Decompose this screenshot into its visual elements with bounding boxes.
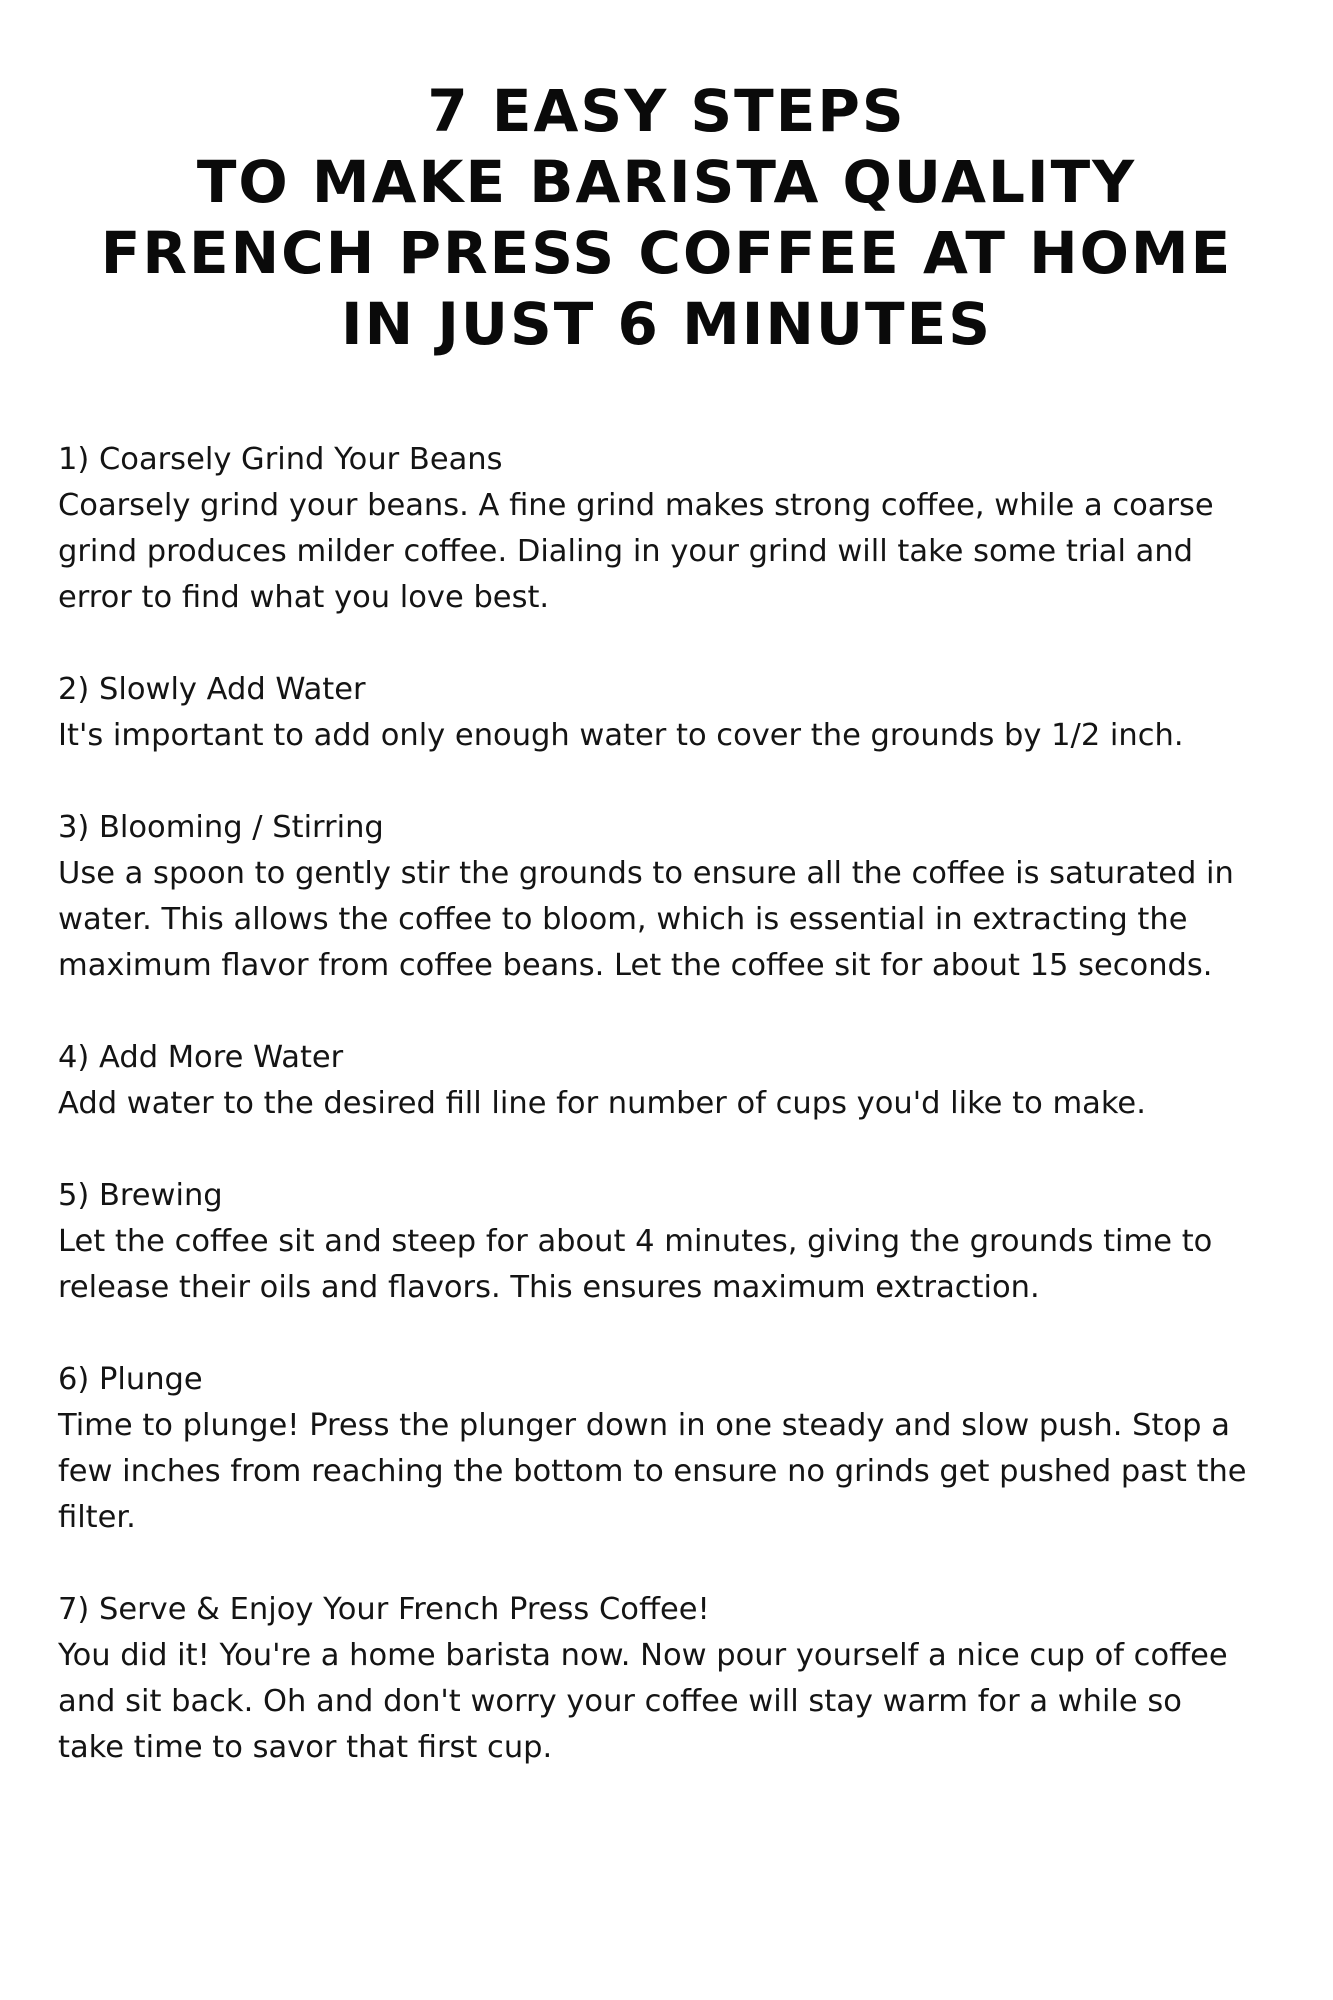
page-title	[40, 76, 1293, 360]
step-text-line: Let the coffee sit and steep for about 4 minutes, giving the grounds time to	[58, 1224, 1213, 1259]
step-text-line: It's important to add only enough water to cover the grounds by 1/2 inch.	[58, 718, 1184, 753]
step-text-line: You did it! You're a home barista now. Now pour yourself a nice cup of coffee	[58, 1638, 1228, 1673]
step-text-line: Use a spoon to gently stir the grounds to ensure all the coffee is saturated in	[58, 856, 1234, 891]
step-heading: 4) Add More Water	[58, 1040, 344, 1075]
step-body	[58, 1403, 1308, 1541]
title-line-3: FRENCH PRESS COFFEE AT HOME	[100, 219, 1233, 287]
step-1	[58, 437, 1308, 621]
title-line-1: 7 EASY STEPS	[427, 77, 906, 145]
step-text-line: grind produces milder coffee. Dialing in your grind will take some trial and	[58, 534, 1194, 569]
step-heading: 3) Blooming / Stirring	[58, 810, 384, 845]
step-5	[58, 1173, 1308, 1311]
step-6	[58, 1357, 1308, 1541]
step-body	[58, 851, 1308, 989]
step-text-line: and sit back. Oh and don't worry your coffee will stay warm for a while so	[58, 1684, 1182, 1719]
steps-list	[58, 437, 1308, 1817]
step-text-line: maximum flavor from coffee beans. Let the coffee sit for about 15 seconds.	[58, 948, 1213, 983]
step-text-line: water. This allows the coffee to bloom, which is essential in extracting the	[58, 902, 1188, 937]
step-7	[58, 1587, 1308, 1771]
step-text-line: filter.	[58, 1500, 136, 1535]
step-heading: 2) Slowly Add Water	[58, 672, 366, 707]
step-text-line: error to find what you love best.	[58, 580, 550, 615]
step-2	[58, 667, 1308, 759]
step-body	[58, 1633, 1308, 1771]
step-body	[58, 483, 1308, 621]
step-text-line: Coarsely grind your beans. A fine grind makes strong coffee, while a coarse	[58, 488, 1214, 523]
step-text-line: few inches from reaching the bottom to ensure no grinds get pushed past the	[58, 1454, 1247, 1489]
step-text-line: take time to savor that first cup.	[58, 1730, 553, 1765]
step-body	[58, 1081, 1308, 1127]
step-text-line: Time to plunge! Press the plunger down in one steady and slow push. Stop a	[58, 1408, 1230, 1443]
title-line-4: IN JUST 6 MINUTES	[341, 290, 992, 358]
title-line-2: TO MAKE BARISTA QUALITY	[196, 148, 1137, 216]
step-heading: 1) Coarsely Grind Your Beans	[58, 442, 503, 477]
step-4	[58, 1035, 1308, 1127]
step-body	[58, 1219, 1308, 1311]
step-text-line: release their oils and flavors. This ensures maximum extraction.	[58, 1270, 1040, 1305]
step-body	[58, 713, 1308, 759]
step-heading: 5) Brewing	[58, 1178, 223, 1213]
step-3	[58, 805, 1308, 989]
step-text-line: Add water to the desired fill line for number of cups you'd like to make.	[58, 1086, 1146, 1121]
step-heading: 6) Plunge	[58, 1362, 203, 1397]
step-heading: 7) Serve & Enjoy Your French Press Coffee!	[58, 1592, 710, 1627]
